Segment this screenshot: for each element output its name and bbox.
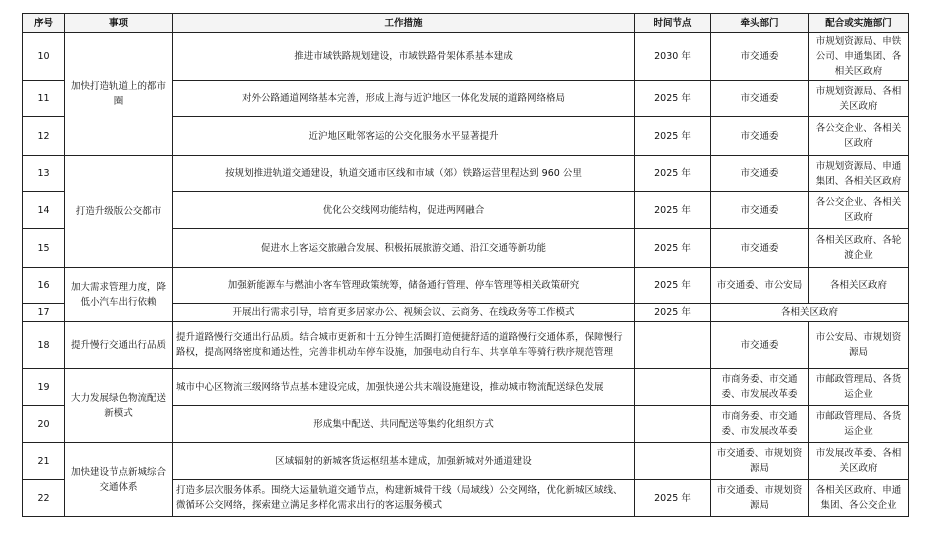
seq-cell: 19 bbox=[23, 369, 65, 406]
lead-cell: 市交通委 bbox=[711, 117, 809, 156]
measure-cell: 促进水上客运交旅融合发展、积极拓展旅游交通、沿江交通等新功能 bbox=[173, 229, 635, 268]
table-header-row bbox=[23, 14, 909, 33]
measure-cell: 加强新能源车与燃油小客车管理政策统筹，储备通行管理、停车管理等相关政策研究 bbox=[173, 268, 635, 304]
header-measure: 工作措施 bbox=[173, 14, 635, 33]
group-cell: 大力发展绿色物流配送新模式 bbox=[65, 369, 173, 443]
support-cell: 市公安局、市规划资源局 bbox=[809, 322, 909, 369]
seq-cell: 15 bbox=[23, 229, 65, 268]
support-cell: 市邮政管理局、各货运企业 bbox=[809, 406, 909, 443]
support-cell: 市规划资源局、各相关区政府 bbox=[809, 81, 909, 117]
seq-cell: 14 bbox=[23, 192, 65, 229]
deadline-cell: 2030 年 bbox=[635, 33, 711, 81]
header-item: 事项 bbox=[65, 14, 173, 33]
measure-cell: 优化公交线网功能结构，促进两网融合 bbox=[173, 192, 635, 229]
deadline-cell: 2025 年 bbox=[635, 480, 711, 517]
deadline-cell: 2025 年 bbox=[635, 156, 711, 192]
table-row bbox=[23, 33, 909, 81]
support-cell: 各相关区政府、各轮渡企业 bbox=[809, 229, 909, 268]
lead-cell: 市交通委 bbox=[711, 322, 809, 369]
table-row bbox=[23, 322, 909, 369]
lead-cell: 市交通委、市规划资源局 bbox=[711, 480, 809, 517]
header-support: 配合或实施部门 bbox=[809, 14, 909, 33]
seq-cell: 11 bbox=[23, 81, 65, 117]
support-cell: 市邮政管理局、各货运企业 bbox=[809, 369, 909, 406]
measure-cell: 对外公路通道网络基本完善，形成上海与近沪地区一体化发展的道路网络格局 bbox=[173, 81, 635, 117]
lead-cell: 市交通委、市规划资源局 bbox=[711, 443, 809, 480]
seq-cell: 22 bbox=[23, 480, 65, 517]
seq-cell: 18 bbox=[23, 322, 65, 369]
table-row bbox=[23, 156, 909, 192]
lead-cell: 市交通委 bbox=[711, 81, 809, 117]
support-cell: 各相关区政府 bbox=[809, 268, 909, 304]
deadline-cell: 2025 年 bbox=[635, 81, 711, 117]
group-cell: 提升慢行交通出行品质 bbox=[65, 322, 173, 369]
measure-cell: 打造多层次服务体系。围绕大运量轨道交通节点，构建新城骨干线（局域线）公交网络，优化新城区域线、微循环公交网络，探索建立满足多样化需求出行的客运服务模式 bbox=[173, 480, 635, 517]
deadline-cell: 2025 年 bbox=[635, 117, 711, 156]
measure-cell: 城市中心区物流三级网络节点基本建设完成，加强快递公共末端设施建设，推动城市物流配送绿色发展 bbox=[173, 369, 635, 406]
group-cell: 打造升级版公交都市 bbox=[65, 156, 173, 268]
support-cell: 各相关区政府、申通集团、各公交企业 bbox=[809, 480, 909, 517]
support-cell: 市规划资源局、申铁公司、申通集团、各相关区政府 bbox=[809, 33, 909, 81]
support-cell: 市规划资源局、申通集团、各相关区政府 bbox=[809, 156, 909, 192]
group-cell: 加快打造轨道上的都市圈 bbox=[65, 33, 173, 156]
seq-cell: 21 bbox=[23, 443, 65, 480]
lead-cell: 市交通委 bbox=[711, 33, 809, 81]
lead-cell: 市商务委、市交通委、市发展改革委 bbox=[711, 369, 809, 406]
measure-cell: 区域辐射的新城客货运枢纽基本建成，加强新城对外通道建设 bbox=[173, 443, 635, 480]
measure-cell: 提升道路慢行交通出行品质。结合城市更新和十五分钟生活圈打造便捷舒适的道路慢行交通体系，保障慢行路权，提高网络密度和通达性，完善非机动车停车设施，加强电动自行车、共享单车等骑行秩序规范管理 bbox=[173, 322, 635, 369]
support-cell: 各公交企业、各相关区政府 bbox=[809, 192, 909, 229]
measure-cell: 按规划推进轨道交通建设，轨道交通市区线和市域（郊）铁路运营里程达到 960 公里 bbox=[173, 156, 635, 192]
lead-cell: 市交通委 bbox=[711, 156, 809, 192]
support-cell: 各公交企业、各相关区政府 bbox=[809, 117, 909, 156]
seq-cell: 16 bbox=[23, 268, 65, 304]
lead-cell: 市交通委 bbox=[711, 192, 809, 229]
deadline-cell: 2025 年 bbox=[635, 229, 711, 268]
group-cell: 加大需求管理力度，降低小汽车出行依赖 bbox=[65, 268, 173, 322]
seq-cell: 17 bbox=[23, 304, 65, 322]
header-seq: 序号 bbox=[23, 14, 65, 33]
header-lead: 牵头部门 bbox=[711, 14, 809, 33]
support-cell: 市发展改革委、各相关区政府 bbox=[809, 443, 909, 480]
lead-cell: 市交通委、市公安局 bbox=[711, 268, 809, 304]
deadline-cell bbox=[635, 322, 711, 369]
seq-cell: 20 bbox=[23, 406, 65, 443]
table-row bbox=[23, 369, 909, 406]
seq-cell: 12 bbox=[23, 117, 65, 156]
deadline-cell bbox=[635, 406, 711, 443]
lead-cell: 市交通委 bbox=[711, 229, 809, 268]
group-cell: 加快建设节点新城综合交通体系 bbox=[65, 443, 173, 517]
header-deadline: 时间节点 bbox=[635, 14, 711, 33]
lead-cell: 各相关区政府 bbox=[711, 304, 909, 322]
measure-cell: 推进市域铁路规划建设，市域铁路骨架体系基本建成 bbox=[173, 33, 635, 81]
measures-table bbox=[22, 13, 909, 517]
deadline-cell: 2025 年 bbox=[635, 192, 711, 229]
table-row bbox=[23, 268, 909, 304]
table-row bbox=[23, 443, 909, 480]
lead-cell: 市商务委、市交通委、市发展改革委 bbox=[711, 406, 809, 443]
deadline-cell: 2025 年 bbox=[635, 268, 711, 304]
measure-cell: 开展出行需求引导，培育更多居家办公、视频会议、云商务、在线政务等工作模式 bbox=[173, 304, 635, 322]
measure-cell: 近沪地区毗邻客运的公交化服务水平显著提升 bbox=[173, 117, 635, 156]
deadline-cell bbox=[635, 443, 711, 480]
seq-cell: 10 bbox=[23, 33, 65, 81]
deadline-cell bbox=[635, 369, 711, 406]
deadline-cell: 2025 年 bbox=[635, 304, 711, 322]
measure-cell: 形成集中配送、共同配送等集约化组织方式 bbox=[173, 406, 635, 443]
seq-cell: 13 bbox=[23, 156, 65, 192]
